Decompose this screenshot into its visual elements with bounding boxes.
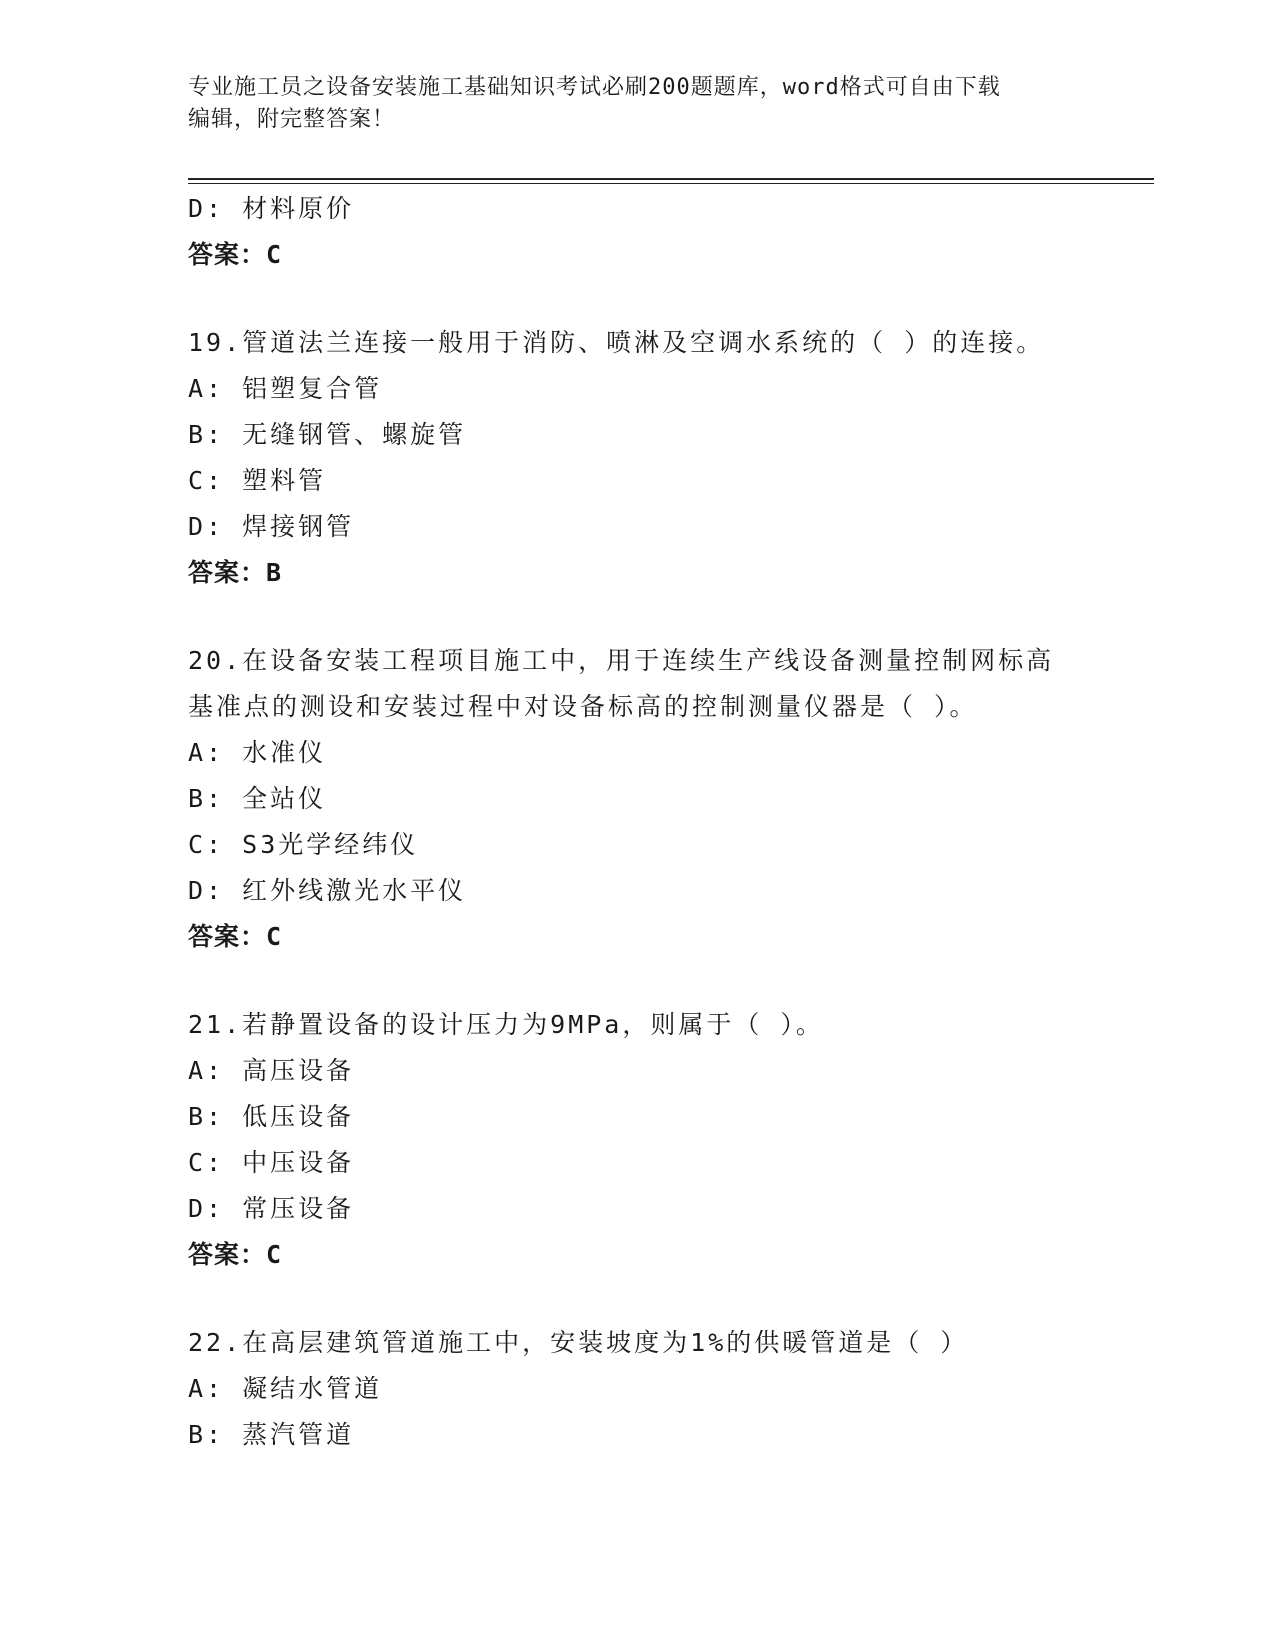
question-19 (188, 320, 1088, 596)
answer: 答案：B (188, 558, 283, 587)
document-header (188, 72, 1068, 136)
question-stem-line-2: 基准点的测设和安装过程中对设备标高的控制测量仪器是（ ）。 (188, 692, 978, 721)
question-stem: 21.若静置设备的设计压力为9MPa，则属于（ ）。 (188, 1010, 824, 1039)
option-c: C: S3光学经纬仪 (188, 830, 419, 859)
header-line-1: 专业施工员之设备安装施工基础知识考试必刷200题题库，word格式可自由下载 (188, 75, 1001, 100)
option-b: B: 蒸汽管道 (188, 1420, 355, 1449)
answer: 答案：C (188, 1240, 283, 1269)
option-b: B: 低压设备 (188, 1102, 355, 1131)
previous-question-tail (188, 186, 1088, 278)
header-line-2: 编辑，附完整答案！ (188, 107, 396, 132)
option-a: A: 铝塑复合管 (188, 374, 383, 403)
question-20 (188, 638, 1088, 960)
option-a: A: 凝结水管道 (188, 1374, 383, 1403)
option-d: D: 材料原价 (188, 194, 355, 223)
option-d: D: 常压设备 (188, 1194, 355, 1223)
option-a: A: 高压设备 (188, 1056, 355, 1085)
question-stem-line-1: 20.在设备安装工程项目施工中，用于连续生产线设备测量控制网标高 (188, 646, 1055, 675)
question-stem: 22.在高层建筑管道施工中，安装坡度为1%的供暖管道是（ ） (188, 1328, 969, 1357)
option-d: D: 焊接钢管 (188, 512, 355, 541)
document-body (188, 186, 1088, 1458)
header-rule-thin (188, 183, 1154, 184)
option-a: A: 水准仪 (188, 738, 327, 767)
option-b: B: 全站仪 (188, 784, 327, 813)
question-stem: 19.管道法兰连接一般用于消防、喷淋及空调水系统的（ ）的连接。 (188, 328, 1045, 357)
header-rule-thick (188, 178, 1154, 180)
option-c: C: 塑料管 (188, 466, 327, 495)
option-d: D: 红外线激光水平仪 (188, 876, 467, 905)
question-21 (188, 1002, 1088, 1278)
option-b: B: 无缝钢管、螺旋管 (188, 420, 467, 449)
answer: 答案：C (188, 240, 283, 269)
option-c: C: 中压设备 (188, 1148, 355, 1177)
answer: 答案：C (188, 922, 283, 951)
question-22 (188, 1320, 1088, 1458)
